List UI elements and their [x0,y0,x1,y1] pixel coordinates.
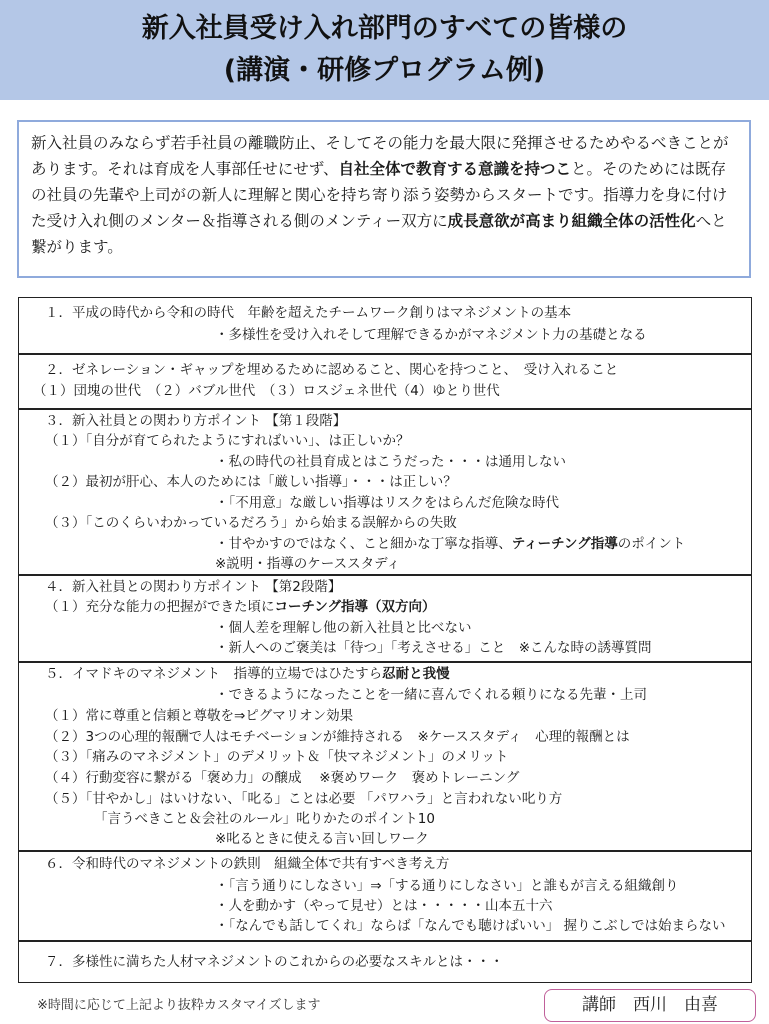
lecturer-name-box: 講師 西川 由喜 [544,989,756,1022]
intro-highlight-2: 成長意欲が高まり組織全体の活性化 [447,212,696,230]
section-3-heading: ３．新入社員との関わり方ポイント 【第１段階】 [45,413,347,429]
section-6 [18,850,752,942]
section-3-item-3: （３）「このくらいわかっているだろう」から始まる誤解からの失敗 [45,515,457,531]
coaching-highlight: コーチング指導（双方向） [274,599,436,615]
section-4 [18,574,752,663]
section-5-work: ※叱るときに使える言い回しワーク [215,831,429,847]
patience-highlight: 忍耐と我慢 [382,666,450,682]
section-3-item-3-note [215,535,685,554]
section-3-item-1: （１）「自分が育てられたようにすればいい」、は正しいか？ [45,433,410,449]
section-6-bullet-2: ・人を動かす（やって見せ）とは・・・・・山本五十六 [215,898,553,914]
section-5-item-4: （４）行動変容に繋がる「褒め力」の醸成 ※褒めワーク 褒めトレーニング [45,770,520,786]
intro-highlight-1: 自社全体で教育する意識を持つこ [338,160,572,178]
section-6-heading: ６．令和時代のマネジメントの鉄則 組織全体で共有すべき考え方 [45,856,450,872]
section-1-heading: １．平成の時代から令和の時代 年齢を超えたチームワーク創りはマネジメントの基本 [45,305,572,321]
section-3-case-study: ※説明・指導のケーススタディ [215,556,401,572]
section-4-item-1 [45,598,436,617]
intro-text-1: 新入社員のみならず若手社員の離職防止、そしてその能力を最大限に発揮させるためやるべきことがあります。それは育成を人事部任せにせず、 [31,134,729,178]
section-1 [18,297,752,355]
title-banner [0,0,769,100]
intro-box [17,120,751,278]
section-5-item-2: （２）3つの心理的報酬で人はモチベーションが維持される ※ケーススタディ 心理的報酬とは [45,729,630,745]
section-4-item-1-text: （１）充分な能力の把握ができた頃に [45,599,275,615]
section-5-item-3: （３）「痛みのマネジメント」のデメリット＆「快マネジメント」のメリット [45,749,509,765]
section-5-note: ・できるようになったことを一緒に喜んでくれる頼りになる先輩・上司 [215,687,647,703]
intro-text-2: と。そのためには既存の社員の先輩や上司がの新人に理解と関心を持ち寄り添う姿勢からスタートです。指導力を身に付けた受け入れ側のメンター＆指導される側のメンティー双方に [31,160,728,230]
section-5 [18,661,752,852]
section-5-heading-text: ５．イマドキのマネジメント 指導的立場ではひたすら [45,666,383,682]
section-5-item-5-sub: 「言うべきこと＆会社のルール」叱りかたのポイント10 [94,811,435,827]
section-3-item-1-note: ・私の時代の社員育成とはこうだった・・・は通用しない [215,454,566,470]
section-6-bullet-3: ・「なんでも話してくれ」ならば「なんでも聴けばいい」 握りこぶしでは始まらない [215,918,726,934]
intro-text-3: へと繋がります。 [31,212,727,256]
section-2 [18,353,752,410]
page-title-line-1: 新入社員受け入れ部門のすべての皆様の [141,13,628,44]
section-4-note-1: ・個人差を理解し他の新入社員と比べない [215,620,472,636]
customization-note: ※時間に応じて上記より抜粋カスタマイズします [37,998,321,1013]
intro-paragraph [31,130,739,260]
section-3 [18,408,752,576]
section-4-heading: ４．新入社員との関わり方ポイント 【第2段階】 [45,579,342,595]
section-4-note-2: ・新人へのご褒美は「待つ」「考えさせる」こと ※こんな時の誘導質問 [215,640,652,656]
section-7-heading: ７．多様性に満ちた人材マネジメントのこれからの必要なスキルとは・・・ [45,954,504,970]
section-3-note-text-a: ・甘やかすのではなく、こと細かな丁寧な指導、 [215,536,512,552]
section-7 [18,940,752,983]
section-5-item-1: （１）常に尊重と信頼と尊敬を⇒ピグマリオン効果 [45,708,354,724]
section-2-heading: ２．ゼネレーション・ギャップを埋めるために認めること、関心を持つこと、 受け入れること [45,362,619,378]
section-2-generations: （１）団塊の世代 （２）バブル世代 （３）ロスジェネ世代（4）ゆとり世代 [33,383,500,399]
page-title-line-2: (講演・研修プログラム例) [223,55,546,86]
section-6-bullet-1: ・「言う通りにしなさい」⇒「する通りにしなさい」と誰もが言える組織創り [215,878,679,894]
section-3-note-text-c: のポイント [617,536,686,552]
section-5-item-5: （５）「甘やかし」はいけない、「叱る」ことは必要 「パワハラ」と言われない叱り方 [45,791,563,807]
section-1-bullet: ・多様性を受け入れそして理解できるかがマネジメント力の基礎となる [215,327,647,343]
section-3-item-2: （２）最初が肝心、本人のためには「厳しい指導」・・・は正しい？ [45,474,457,490]
section-5-heading [45,665,450,684]
teaching-highlight: ティーチング指導 [511,536,618,552]
section-3-item-2-note: ・「不用意」な厳しい指導はリスクをはらんだ危険な時代 [215,495,559,511]
